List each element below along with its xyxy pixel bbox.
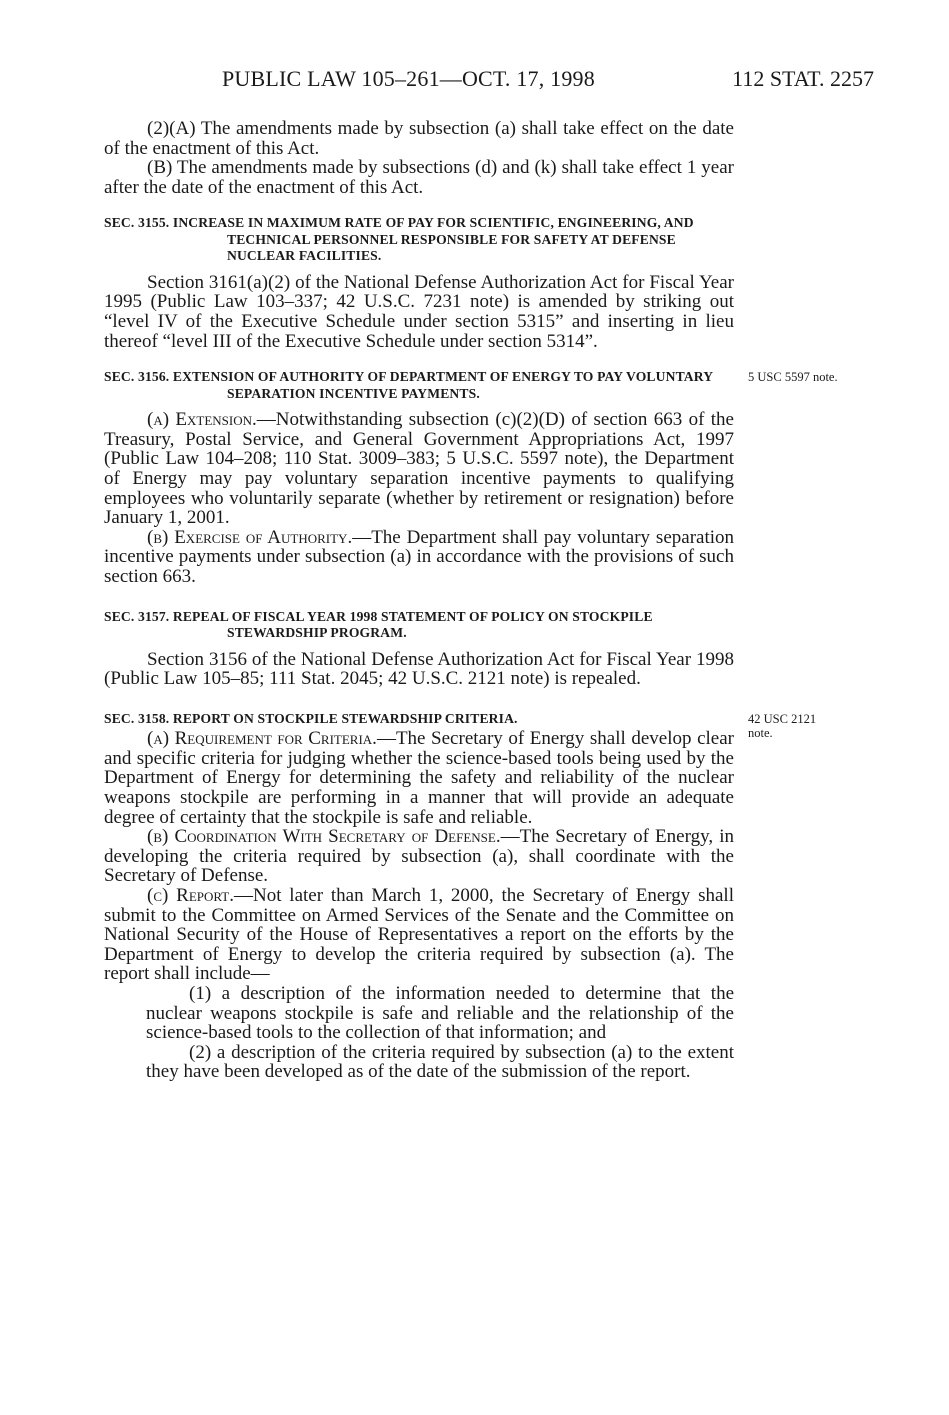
subsection-text: —The Department shall pay voluntary separation incentive payments under subsection (a) in accordance with the provisions of such section 663. [104,526,735,587]
report-items [104,984,734,1082]
subsection-label: (c) Report. [147,885,234,907]
subsection-label: (a) Extension. [147,409,257,431]
section-heading-3158: SEC. 3158. REPORT ON STOCKPILE STEWARDSHIP CRITERIA. [104,710,518,726]
paragraph-2A: (2)(A) The amendments made by subsection (a) shall take effect on the date of the enactment of this Act. [104,118,734,159]
paragraph-2B: (B) The amendments made by subsections (d) and (k) shall take effect 1 year after the date of the enactment of this Act. [104,157,734,198]
section-3158-b [104,827,734,886]
section-3156-a [104,410,734,528]
running-title: PUBLIC LAW 105–261—OCT. 17, 1998 [222,66,595,91]
section-3158-a [104,729,734,827]
section-3155-text: Section 3161(a)(2) of the National Defense Authorization Act for Fiscal Year 1995 (Public Law 103–337; 42 U.S.C. 7231 note) is amended by striking out “level IV of the Executive Schedule under section 5315” and inserting in lieu thereof “level III of the Executive Schedule under section 5314”. [104,271,734,352]
subsection-text: —The Secretary of Energy shall develop clear and specific criteria for judging whether the science-based tools being used by the Department of Energy for determining the safety and reliability of the nuclear weapons stockpile are performing in a manner that will provide an adequate degree of certainty that the stockpile is safe and reliable. [104,728,734,828]
report-item-2: (2) a description of the criteria required by subsection (a) to the extent they have been developed as of the date of the submission of the report. [146,1041,734,1083]
stat-reference: 112 STAT. 2257 [732,66,874,91]
section-heading-3156-block [104,369,838,402]
margin-note-3158: 42 USC 2121 note. [748,711,817,741]
section-3158-c [104,886,734,984]
subsection-text: —The Secretary of Energy, in developing the criteria required by subsection (a), shall coordinate with the Secretary of Defense. [104,826,734,887]
subsection-text: —Not later than March 1, 2000, the Secretary of Energy shall submit to the Committee on Armed Services of the Senate and the Committee on National Security of the House of Representatives a report on the efforts by the Department of Energy to develop the criteria required by subsection (a). The report shall include— [104,885,734,985]
section-heading-3156: SEC. 3156. EXTENSION OF AUTHORITY OF DEPARTMENT OF ENERGY TO PAY VOLUNTARY SEPARATION INCENTIVE PAYMENTS. [104,369,713,401]
subsection-label: (b) Coordination With Secretary of Defense. [147,826,501,848]
subsection-text: —Notwithstanding subsection (c)(2)(D) of section 663 of the Treasury, Postal Service, and General Government Appropriations Act, 1997 (Public Law 104–208; 110 Stat. 3009–383; 5 U.S.C. 5597 note), the Department of Energy may pay voluntary separation incentive payments to qualifying employees who voluntarily separate (whether by retirement or resignation) before January 1, 2001. [104,409,734,529]
section-heading-3157: SEC. 3157. REPEAL OF FISCAL YEAR 1998 STATEMENT OF POLICY ON STOCKPILE STEWARDSHIP PROGRAM. [104,608,653,641]
report-item-1: (1) a description of the information needed to determine that the nuclear weapons stockpile is safe and reliable and the relationship of the science-based tools to the collection of that information; and [146,983,734,1044]
section-3156-b [104,528,734,587]
margin-note-3156: 5 USC 5597 note. [748,370,838,385]
subsection-label: (a) Requirement for Criteria. [147,728,377,750]
page-header [104,66,874,96]
subsection-label: (b) Exercise of Authority. [147,526,353,548]
page-body [104,118,838,1083]
section-3157-text: Section 3156 of the National Defense Authorization Act for Fiscal Year 1998 (Public Law 105–85; 111 Stat. 2045; 42 U.S.C. 2121 note) is repealed. [104,648,734,690]
section-heading-3155: SEC. 3155. INCREASE IN MAXIMUM RATE OF PAY FOR SCIENTIFIC, ENGINEERING, AND TECHNICAL PERSONNEL RESPONSIBLE FOR SAFETY AT DEFENSE NUCLEAR FACILITIES. [104,215,694,264]
